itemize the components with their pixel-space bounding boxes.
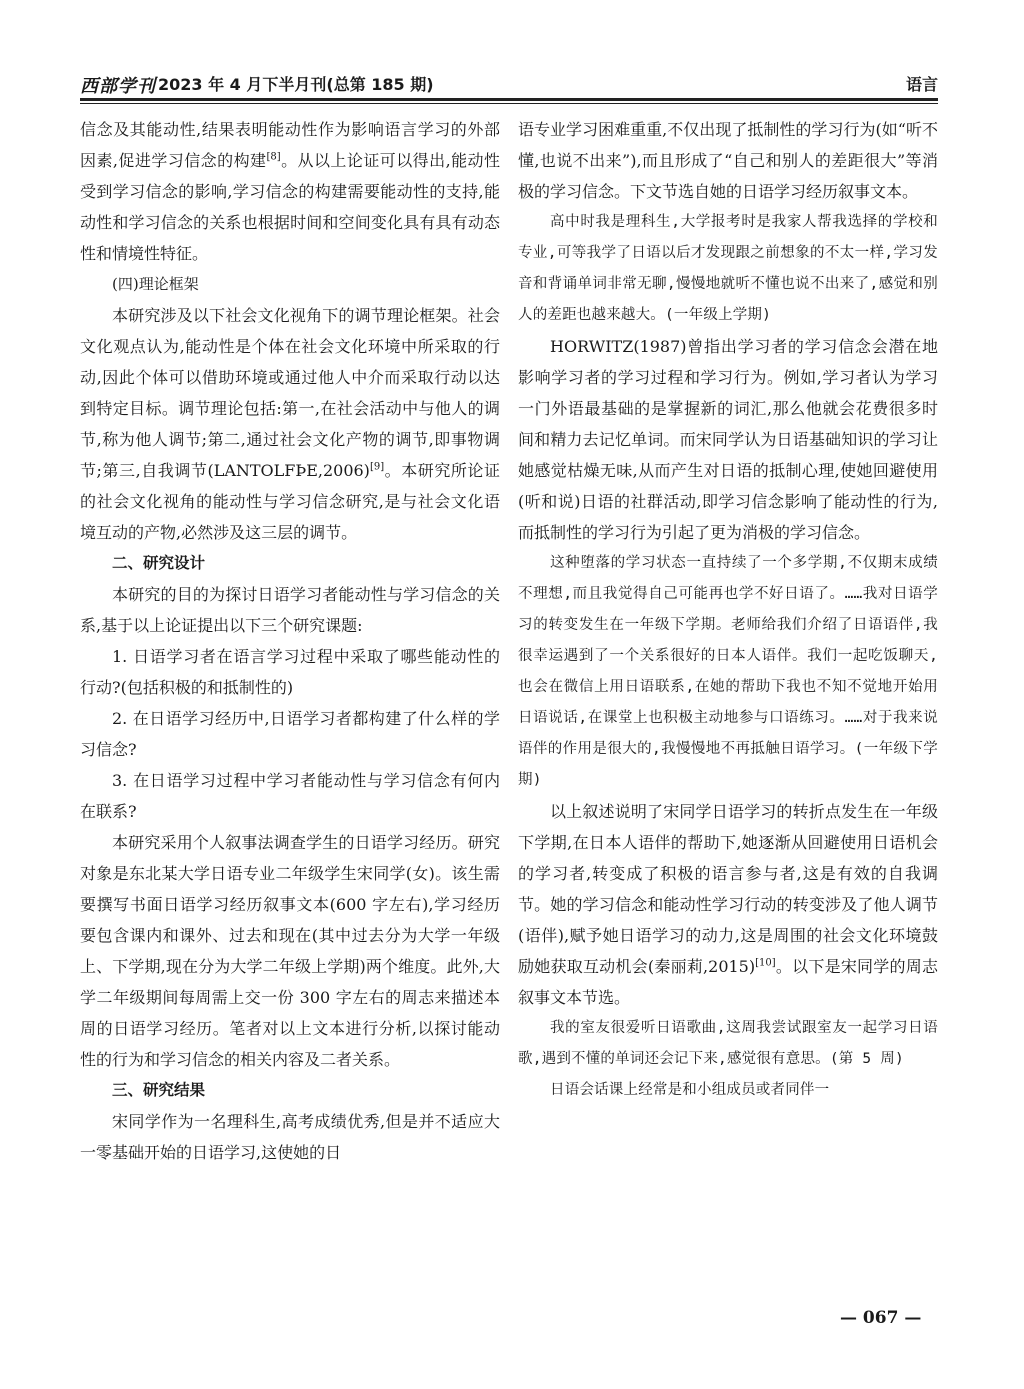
header-rule-thin bbox=[80, 103, 938, 104]
paragraph: 2. 在日语学习经历中,日语学习者都构建了什么样的学习信念? bbox=[80, 709, 500, 759]
running-header bbox=[80, 68, 938, 100]
journal-logo: 西部学刊 bbox=[80, 76, 156, 97]
paragraph: 本研究的目的为探讨日语学习者能动性与学习信念的关系,基于以上论证提出以下三个研究课题: bbox=[80, 585, 500, 635]
paragraph: 3. 在日语学习过程中学习者能动性与学习信念有何内在联系? bbox=[80, 771, 500, 821]
paragraph: 信念及其能动性,结果表明能动性作为影响语言学习的外部因素,促进学习信念的构建[8]。从以上论证可以得出,能动性受到学习信念的影响,学习信念的构建需要能动性的支持,能动性和学习信念的关系也根据时间和空间变化具有具有动态性和情境性特征。 bbox=[80, 120, 500, 263]
paragraph: HORWITZ(1987)曾指出学习者的学习信念会潜在地影响学习者的学习过程和学习行为。例如,学习者认为学习一门外语最基础的是掌握新的词汇,那么他就会花费很多时间和精力去记忆单词。而宋同学认为日语基础知识的学习让她感觉枯燥无味,从而产生对日语的抵制心理,使她回避使用(听和说)日语的社群活动,即学习信念影响了能动性的行为,而抵制性的学习行为引起了更为消极的学习信念。 bbox=[518, 337, 938, 542]
paragraph: 语专业学习困难重重,不仅出现了抵制性的学习行为(如“听不懂,也说不出来”),而且形成了“自己和别人的差距很大”等消极的学习信念。下文节选自她的日语学习经历叙事文本。 bbox=[518, 120, 938, 201]
paragraph: 本研究涉及以下社会文化视角下的调节理论框架。社会文化观点认为,能动性是个体在社会文化环境中所采取的行动,因此个体可以借助环境或通过他人中介而采取行动以达到特定目标。调节理论包括:第一,在社会活动中与他人的调节,称为他人调节;第二,通过社会文化产物的调节,即事物调节;第三,自我调节(LANTOLFÞE,2006)[9]。本研究所论证的社会文化视角的能动性与学习信念研究,是与社会文化语境互动的产物,必然涉及这三层的调节。 bbox=[80, 306, 500, 542]
left-column bbox=[80, 114, 500, 1168]
narrative-quote: 高中时我是理科生,大学报考时是我家人帮我选择的学校和专业,可等我学了日语以后才发现跟之前想象的不太一样,学习发音和背诵单词非常无聊,慢慢地就听不懂也说不出来了,感觉和别人的差距也越来越大。(一年级上学期) bbox=[518, 214, 938, 323]
section-name: 语言 bbox=[905, 75, 938, 94]
section-heading: 三、研究结果 bbox=[112, 1081, 206, 1099]
paragraph: 以上叙述说明了宋同学日语学习的转折点发生在一年级下学期,在日本人语伴的帮助下,她逐渐从回避使用日语机会的学习者,转变成了积极的语言参与者,这是有效的自我调节。她的学习信念和能动性学习行动的转变涉及了他人调节(语伴),赋予她日语学习的动力,这是周围的社会文化环境鼓励她获取互动机会(秦丽莉,2015)[10]。以下是宋同学的周志叙事文本节选。 bbox=[518, 802, 938, 1007]
narrative-quote: 我的室友很爱听日语歌曲,这周我尝试跟室友一起学习日语歌,遇到不懂的单词还会记下来,感觉很有意思。(第 5 周) bbox=[518, 1020, 938, 1067]
narrative-quote: 日语会话课上经常是和小组成员或者同伴一 bbox=[550, 1082, 830, 1098]
paragraph: 宋同学作为一名理科生,高考成绩优秀,但是并不适应大一零基础开始的日语学习,这使她的日 bbox=[80, 1112, 500, 1162]
section-heading: 二、研究设计 bbox=[112, 554, 206, 572]
page-number: — 067 — bbox=[840, 1308, 922, 1328]
narrative-quote: 这种堕落的学习状态一直持续了一个多学期,不仅期末成绩不理想,而且我觉得自己可能再也学不好日语了。……我对日语学习的转变发生在一年级下学期。老师给我们介绍了日语语伴,我很幸运遇到了一个关系很好的日本人语伴。我们一起吃饭聊天,也会在微信上用日语联系,在她的帮助下我也不知不觉地开始用日语说话,在课堂上也积极主动地参与口语练习。……对于我来说语伴的作用是很大的,我慢慢地不再抵触日语学习。(一年级下学期) bbox=[518, 555, 938, 788]
issue-info: 2023 年 4 月下半月刊(总第 185 期) bbox=[158, 75, 434, 94]
paragraph: 1. 日语学习者在语言学习过程中采取了哪些能动性的行动?(包括积极的和抵制性的) bbox=[80, 647, 500, 697]
right-column bbox=[518, 114, 938, 1106]
subsection-heading: (四)理论框架 bbox=[112, 275, 199, 293]
paragraph: 本研究采用个人叙事法调查学生的日语学习经历。研究对象是东北某大学日语专业二年级学生宋同学(女)。该生需要撰写书面日语学习经历叙事文本(600 字左右),学习经历要包含课内和课外、过去和现在(其中过去分为大学一年级上、下学期,现在分为大学二年级上学期)两个维度。此外,大学二年级期间每周需上交一份 300 字左右的周志来描述本周的日语学习经历。笔者对以上文本进行分析,以探讨能动性的行为和学习信念的相关内容及二者关系。 bbox=[80, 833, 500, 1069]
header-rule-thick bbox=[80, 98, 938, 101]
